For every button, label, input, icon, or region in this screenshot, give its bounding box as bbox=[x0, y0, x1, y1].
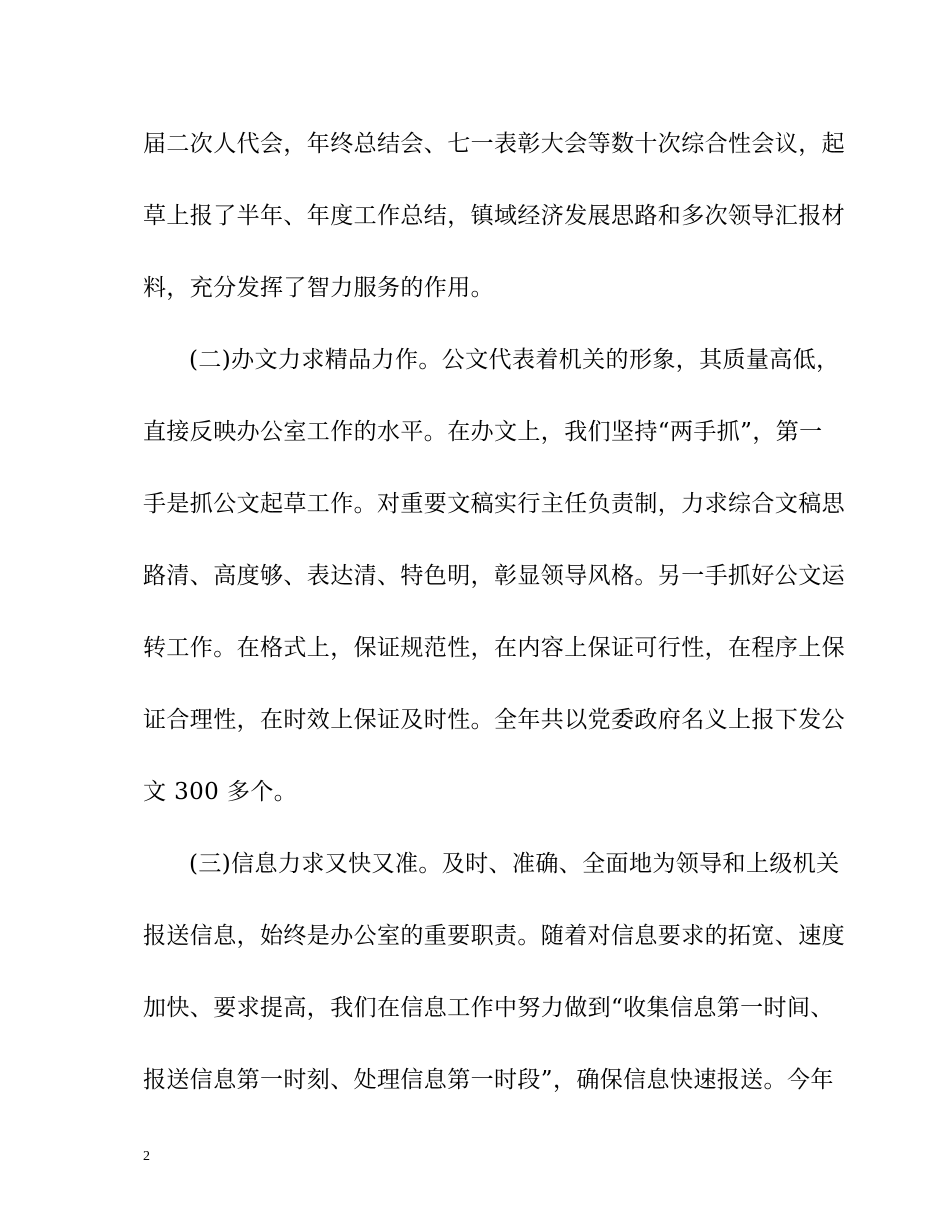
paragraph-start-line: (三)信息力求又快又准。及时、准确、全面地为领导和上级机关 bbox=[189, 851, 840, 877]
text-line: 报送信息第一时刻、处理信息第一时段”，确保信息快速报送。今年 bbox=[143, 1067, 834, 1093]
page-number: 2 bbox=[143, 1149, 150, 1164]
text-line: 文 300 多个。 bbox=[143, 779, 298, 805]
text-line: 手是抓公文起草工作。对重要文稿实行主任负责制，力求综合文稿思 bbox=[143, 491, 845, 517]
text-line: 路清、高度够、表达清、特色明，彰显领导风格。另一手抓好公文运 bbox=[143, 563, 845, 589]
text-line: 料，充分发挥了智力服务的作用。 bbox=[143, 275, 494, 301]
text-line: 加快、要求提高，我们在信息工作中努力做到“收集信息第一时间、 bbox=[143, 995, 834, 1021]
text-line: 直接反映办公室工作的水平。在办文上，我们坚持“两手抓”，第一 bbox=[143, 419, 823, 445]
text-line: 草上报了半年、年度工作总结，镇域经济发展思路和多次领导汇报材 bbox=[143, 203, 845, 229]
paragraph-start-line: (二)办文力求精品力作。公文代表着机关的形象，其质量高低， bbox=[189, 347, 840, 373]
text-line: 届二次人代会，年终总结会、七一表彰大会等数十次综合性会议，起 bbox=[143, 131, 845, 157]
text-line: 转工作。在格式上，保证规范性，在内容上保证可行性，在程序上保 bbox=[143, 635, 845, 661]
text-line: 证合理性，在时效上保证及时性。全年共以党委政府名义上报下发公 bbox=[143, 707, 845, 733]
text-line: 报送信息，始终是办公室的重要职责。随着对信息要求的拓宽、速度 bbox=[143, 923, 845, 949]
